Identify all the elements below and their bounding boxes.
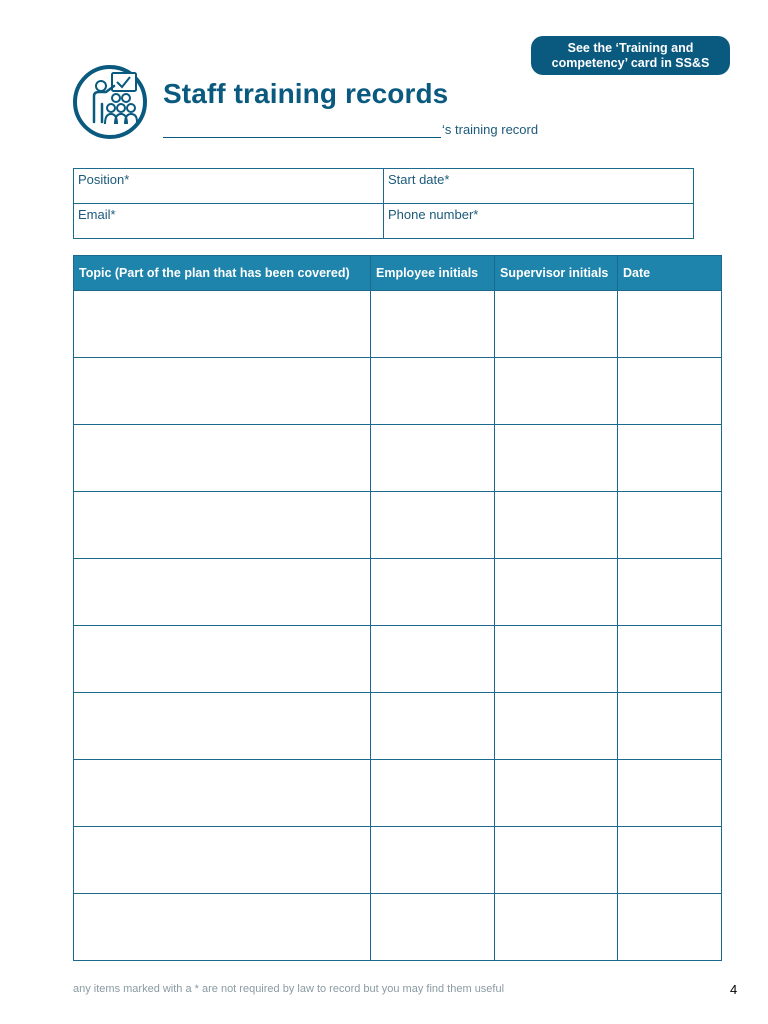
page-number: 4 bbox=[730, 982, 738, 997]
topic-cell[interactable] bbox=[74, 492, 371, 559]
topic-cell[interactable] bbox=[74, 626, 371, 693]
table-row bbox=[74, 693, 722, 760]
employee-initials-cell[interactable] bbox=[371, 358, 495, 425]
supervisor-initials-cell[interactable] bbox=[495, 492, 618, 559]
employee-initials-cell[interactable] bbox=[371, 760, 495, 827]
table-row bbox=[74, 425, 722, 492]
date-cell[interactable] bbox=[618, 693, 722, 760]
training-record-table bbox=[73, 255, 722, 961]
header-date: Date bbox=[618, 256, 722, 291]
date-cell[interactable] bbox=[618, 425, 722, 492]
topic-cell[interactable] bbox=[74, 358, 371, 425]
supervisor-initials-cell[interactable] bbox=[495, 291, 618, 358]
callout-line-1: See the ‘Training and bbox=[567, 40, 694, 55]
position-field[interactable]: Position* bbox=[74, 169, 384, 204]
topic-cell[interactable] bbox=[74, 291, 371, 358]
training-record-suffix: ‘s training record bbox=[442, 122, 539, 137]
supervisor-initials-cell[interactable] bbox=[495, 559, 618, 626]
employee-initials-cell[interactable] bbox=[371, 894, 495, 961]
training-people-icon bbox=[72, 64, 148, 140]
email-field[interactable]: Email* bbox=[74, 204, 384, 239]
supervisor-initials-cell[interactable] bbox=[495, 760, 618, 827]
header-employee-initials: Employee initials bbox=[371, 256, 495, 291]
table-header-row bbox=[74, 256, 722, 291]
supervisor-initials-cell[interactable] bbox=[495, 358, 618, 425]
topic-cell[interactable] bbox=[74, 693, 371, 760]
table-row bbox=[74, 559, 722, 626]
employee-initials-cell[interactable] bbox=[371, 492, 495, 559]
training-record-body bbox=[74, 291, 722, 961]
date-cell[interactable] bbox=[618, 827, 722, 894]
employee-initials-cell[interactable] bbox=[371, 827, 495, 894]
supervisor-initials-cell[interactable] bbox=[495, 425, 618, 492]
date-cell[interactable] bbox=[618, 559, 722, 626]
date-cell[interactable] bbox=[618, 358, 722, 425]
employee-initials-cell[interactable] bbox=[371, 291, 495, 358]
topic-cell[interactable] bbox=[74, 894, 371, 961]
table-row bbox=[74, 358, 722, 425]
callout-badge bbox=[531, 36, 730, 75]
supervisor-initials-cell[interactable] bbox=[495, 693, 618, 760]
header-supervisor-initials: Supervisor initials bbox=[495, 256, 618, 291]
supervisor-initials-cell[interactable] bbox=[495, 894, 618, 961]
date-cell[interactable] bbox=[618, 492, 722, 559]
supervisor-initials-cell[interactable] bbox=[495, 626, 618, 693]
table-row bbox=[74, 291, 722, 358]
topic-cell[interactable] bbox=[74, 827, 371, 894]
footnote: any items marked with a * are not required by law to record but you may find them useful bbox=[73, 983, 505, 995]
table-row bbox=[74, 827, 722, 894]
employee-initials-cell[interactable] bbox=[371, 693, 495, 760]
page-title: Staff training records bbox=[163, 78, 449, 109]
phone-number-field[interactable]: Phone number* bbox=[384, 204, 694, 239]
table-row bbox=[74, 760, 722, 827]
topic-cell[interactable] bbox=[74, 559, 371, 626]
date-cell[interactable] bbox=[618, 760, 722, 827]
date-cell[interactable] bbox=[618, 626, 722, 693]
table-row bbox=[74, 626, 722, 693]
topic-cell[interactable] bbox=[74, 425, 371, 492]
table-row bbox=[74, 492, 722, 559]
date-cell[interactable] bbox=[618, 894, 722, 961]
table-row bbox=[74, 894, 722, 961]
supervisor-initials-cell[interactable] bbox=[495, 827, 618, 894]
callout-line-2: competency’ card in SS&S bbox=[551, 55, 710, 70]
start-date-field[interactable]: Start date* bbox=[384, 169, 694, 204]
employee-initials-cell[interactable] bbox=[371, 559, 495, 626]
date-cell[interactable] bbox=[618, 291, 722, 358]
employee-name-line[interactable] bbox=[163, 137, 441, 138]
header-topic: Topic (Part of the plan that has been covered) bbox=[74, 256, 371, 291]
employee-initials-cell[interactable] bbox=[371, 425, 495, 492]
employee-initials-cell[interactable] bbox=[371, 626, 495, 693]
employee-info-table bbox=[73, 168, 694, 239]
topic-cell[interactable] bbox=[74, 760, 371, 827]
